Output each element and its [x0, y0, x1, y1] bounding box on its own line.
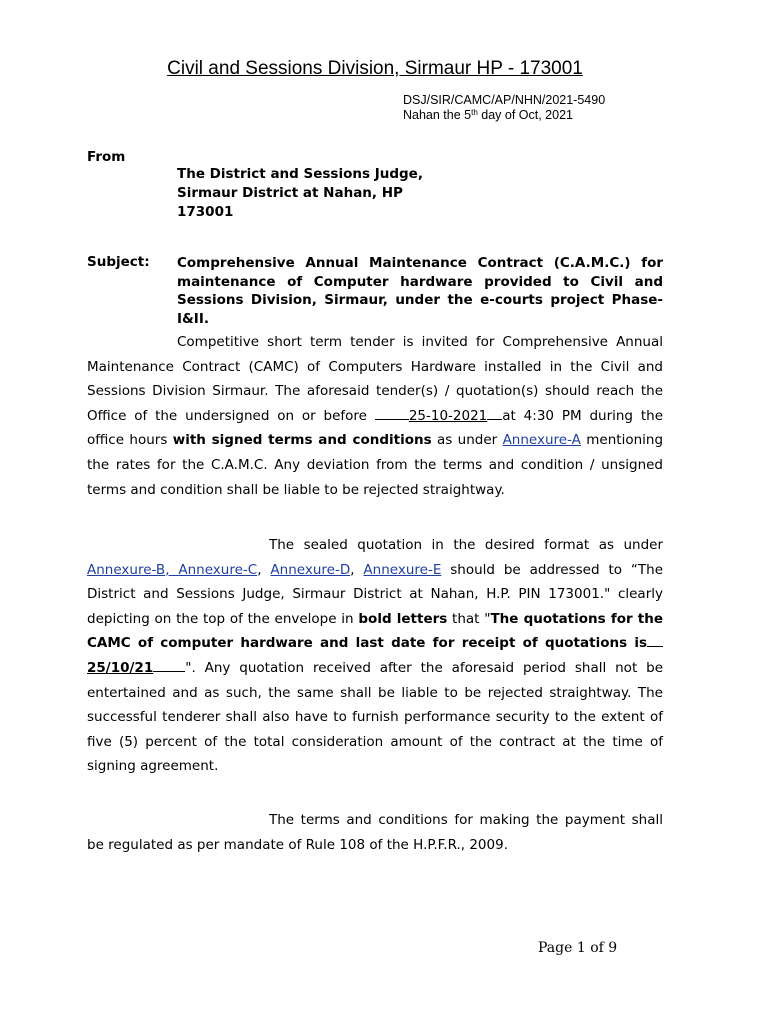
- annexure-c-link[interactable]: Annexure-C: [178, 561, 258, 578]
- quotation-last-date: 25/10/21: [87, 659, 154, 676]
- paragraph-tender-invitation: Competitive short term tender is invited for Comprehensive Annual Maintenance Contract (CAMC) of Computers Hardware installed in the Civil and Sessions Division Sirmaur. The aforesaid tender(s) / quotation(s) should reach the Office of the undersigned on or before 25-10-2021 at 4:30 PM during the office hours with signed terms and conditions as under Annexure-A mentioning the rates for the C.A.M.C. Any deviation from the terms and condition / unsigned terms and condition shall be liable to be rejected straightway.: [87, 334, 664, 498]
- page-number: Page 1 of 9: [538, 940, 618, 956]
- paragraph-payment-terms: The terms and conditions for making the payment shall be regulated as per mandate of Rule 108 of the H.P.F.R., 2009.: [87, 812, 663, 853]
- annexure-d-link[interactable]: Annexure-D: [270, 561, 351, 578]
- date-blank: [153, 657, 185, 672]
- annexure-a-link[interactable]: Annexure-A: [502, 432, 581, 449]
- reference-block: [403, 93, 605, 123]
- sender-address: [177, 165, 423, 222]
- from-label: From: [87, 149, 126, 165]
- envelope-text-emphasis: The quotations for the CAMC of computer hardware and last date for receipt of quotations is: [87, 610, 664, 652]
- reference-number: DSJ/SIR/CAMC/AP/NHN/2021-5490: [403, 93, 606, 107]
- date-blank: [375, 405, 409, 420]
- annexure-e-link[interactable]: Annexure-E: [363, 561, 442, 578]
- subject-label: Subject:: [87, 254, 150, 270]
- tender-due-date: 25-10-2021: [408, 407, 488, 424]
- sender-line: The District and Sessions Judge,: [177, 166, 423, 182]
- issue-date: Nahan the 5th day of Oct, 2021: [403, 108, 573, 122]
- annexure-b-link[interactable]: Annexure-B: [87, 561, 166, 578]
- date-blank: [487, 405, 502, 420]
- sender-line: 173001: [177, 204, 234, 220]
- signed-terms-emphasis: with signed terms and conditions: [172, 432, 432, 449]
- paragraph-sealed-quotation: The sealed quotation in the desired format as under Annexure-B, Annexure-C, Annexure-D, Annexure-E should be addressed to “The District and Sessions Judge, Sirmaur District at Nahan, H.P. PIN 173001." clearly depicting on the top of the envelope in bold letters that "The quotations for the CAMC of computer hardware and last date for receipt of quotations is25/10/21 ". Any quotation received after the aforesaid period shall not be entertained and as such, the same shall be liable to be rejected straightway. The successful tenderer shall also have to furnish performance security to the extent of five (5) percent of the total consideration amount of the contract at the time of signing agreement.: [87, 537, 664, 775]
- page-title: Civil and Sessions Division, Sirmaur HP - 173001: [167, 58, 583, 79]
- bold-letters-emphasis: bold letters: [358, 610, 448, 627]
- date-blank: [647, 632, 663, 647]
- subject-text: Comprehensive Annual Maintenance Contract (C.A.M.C.) for maintenance of Computer hardware provided to Civil and Sessions Division, Sirmaur, under the e-courts project Phase-I&II.: [177, 255, 663, 327]
- sender-line: Sirmaur District at Nahan, HP: [177, 185, 403, 201]
